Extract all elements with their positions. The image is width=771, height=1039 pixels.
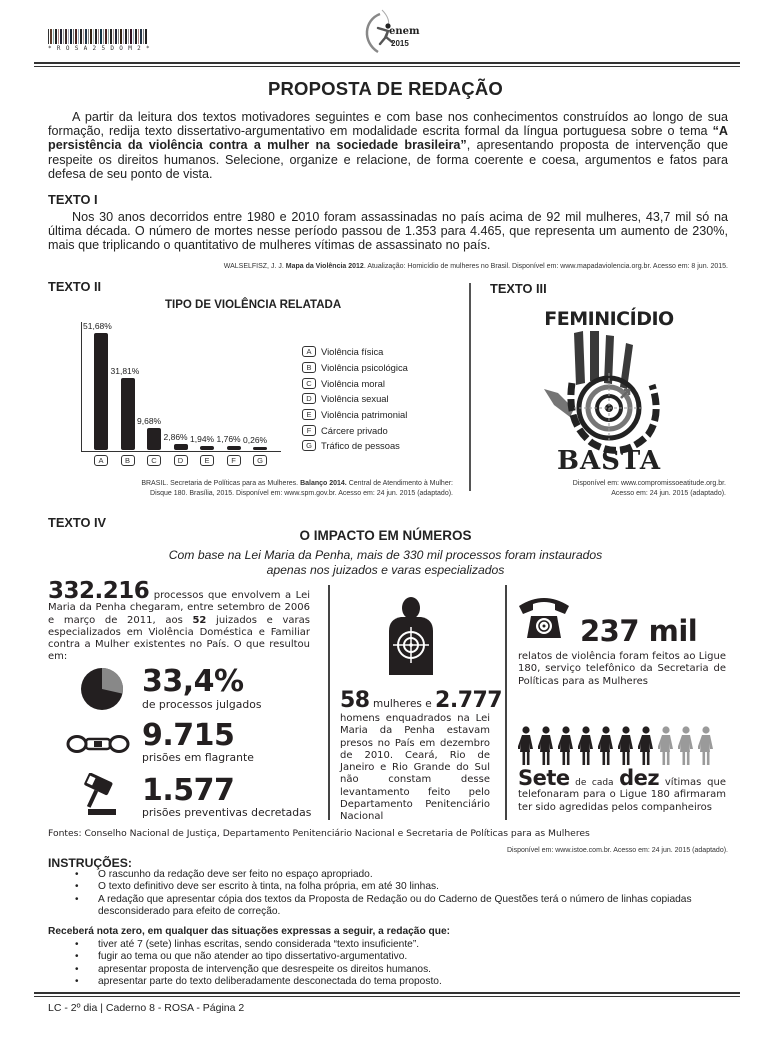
column-divider-2 [505, 585, 507, 820]
header-rule [34, 62, 740, 67]
footer-rule [34, 992, 740, 997]
category-label: C [147, 455, 161, 466]
instruction-item: • A redação que apresentar cópia dos textos da Proposta de Redação ou do Caderno de Questões terá o número de linhas copiadas desconsiderado para efeito de correção. [48, 894, 728, 919]
texto-iv-sources: Fontes: Conselho Nacional de Justiça, Departamento Penitenciário Nacional e Secretaria de Políticas para as Mulheres [48, 828, 590, 839]
texto-iii-citation: Disponível em: www.compromissoeatitude.org.br. Acesso em: 24 jun. 2015 (adaptado). [572, 480, 726, 497]
handcuffs-icon [66, 733, 130, 755]
chart-bar-e [200, 446, 214, 450]
legend-key: A [302, 346, 316, 357]
legend-key: C [302, 378, 316, 389]
infographic-title: O IMPACTO EM NÚMEROS [299, 528, 472, 543]
texto-i-body [48, 210, 728, 253]
page-title: PROPOSTA DE REDAÇÃO [267, 78, 504, 99]
category-label: A [94, 455, 108, 466]
intro-paragraph [48, 110, 728, 181]
woman-figure-icon [538, 726, 554, 766]
essay-theme: “A persistência da violência contra a mulher na sociedade brasileira” [48, 124, 728, 153]
bar-value-label: 31,81% [110, 365, 140, 376]
stat-preventive-value: 1.577 [142, 773, 235, 808]
legend-label: Violência patrimonial [321, 409, 408, 421]
woman-figure-icon [678, 726, 694, 766]
woman-figure-icon [518, 726, 534, 766]
legend-label: Violência moral [321, 377, 385, 389]
texto-ii-heading: TEXTO II [48, 279, 102, 294]
woman-figure-icon [598, 726, 614, 766]
instruction-item: • O texto definitivo deve ser escrito à tinta, na folha própria, em até 30 linhas. [48, 881, 728, 893]
intro-text: A partir da leitura dos textos motivadores seguintes e com base nos conhecimentos construídos ao longo de sua formação, redija texto dissertativo-argumentativo em modalidade escrita formal da língua portuguesa sobre o tema [48, 110, 728, 139]
gavel-icon [78, 773, 122, 817]
legend-key: E [302, 409, 316, 420]
stat-judged-value: 33,4% [142, 664, 244, 699]
stat-preventive-label: prisões preventivas decretadas [142, 806, 312, 819]
legend-item [302, 438, 408, 454]
chart-bar-f [227, 446, 241, 450]
page-footer: LC - 2º dia | Caderno 8 - ROSA - Página 2 [48, 1002, 245, 1014]
chart-legend [302, 344, 408, 454]
intro-text-end: , apresentando proposta de intervenção que respeite os direitos humanos. Selecione, organize e relacione, de forma coerente e coesa, argumentos e fatos para defesa de seu ponto de vista. [48, 138, 728, 181]
pie-chart-icon [80, 667, 124, 711]
legend-item [302, 422, 408, 438]
chart-bar-c [147, 428, 161, 450]
category-label: G [253, 455, 267, 466]
zero-grade-heading: Receberá nota zero, em qualquer das situações expressas a seguir, a redação que: [48, 926, 451, 937]
texto-i-citation: WALSELFISZ, J. J. Mapa da Violência 2012. Atualização: Homicídio de mulheres no Brasil. Disponível em: www.mapadaviolencia.org.br. Acesso em: 8 jun. 2015. [223, 263, 728, 270]
texto-i-heading: TEXTO I [48, 192, 98, 207]
zero-grade-item: • apresentar proposta de intervenção que desrespeite os direitos humanos. [48, 964, 728, 976]
legend-item [302, 391, 408, 407]
logo-year: 2015 [391, 39, 409, 48]
stat-flagrant-value: 9.715 [142, 718, 235, 753]
woman-figure-icon [658, 726, 674, 766]
stat-processes: 332.216 [48, 578, 150, 604]
column-divider-1 [328, 585, 330, 820]
zero-grade-item: • apresentar parte do texto deliberadamente desconectada do tema proposto. [48, 976, 728, 988]
texto-iv-citation: Disponível em: www.istoe.com.br. Acesso em: 24 jun. 2015 (adaptado). [506, 847, 728, 854]
instructions-heading: INSTRUÇÕES: [48, 856, 132, 870]
woman-figure-icon [618, 726, 634, 766]
target-silhouette-icon [385, 595, 437, 675]
chart-bar-b [121, 378, 135, 450]
zero-grade-item: • tiver até 7 (sete) linhas escritas, sendo considerada “texto insuficiente”. [48, 939, 728, 951]
chart-y-axis [81, 322, 82, 452]
logo-wordmark: enem [389, 26, 420, 37]
bar-value-label: 51,68% [83, 321, 112, 331]
category-label: D [174, 455, 188, 466]
texto-iv-heading: TEXTO IV [48, 515, 107, 530]
svg-text:FEMINICÍDIO: FEMINICÍDIO [544, 308, 674, 330]
legend-label: Violência sexual [321, 393, 389, 405]
woman-figure-icon [698, 726, 714, 766]
stat-women-prisoners: 58 [340, 688, 370, 713]
bar-value-label: 1,76% [216, 434, 241, 444]
stat-men-prisoners: 2.777 [435, 688, 503, 713]
category-label: E [200, 455, 214, 466]
woman-figure-icon [638, 726, 654, 766]
legend-item [302, 375, 408, 391]
legend-key: G [302, 440, 316, 451]
stat-reports-value: 237 mil [580, 614, 698, 648]
texto-iii-heading: TEXTO III [490, 281, 547, 296]
women-figures-icons [518, 726, 726, 766]
stat-judged-label: de processos julgados [142, 698, 262, 711]
legend-key: F [302, 425, 316, 436]
col3-seven-of-ten: Sete de cada dez vítimas que telefonaram para o Ligue 180 afirmaram ter sido agredidas pelos companheiros [518, 766, 727, 813]
svg-text:BASTA: BASTA [556, 446, 662, 475]
woman-figure-icon [558, 726, 574, 766]
bar-value-label: 2,86% [163, 431, 188, 442]
instructions-list [48, 869, 728, 918]
zero-grade-list [48, 939, 728, 988]
category-label: B [121, 455, 135, 466]
bar-value-label: 9,68% [137, 416, 162, 427]
bar-value-label: 0,26% [243, 435, 268, 445]
telephone-icon [515, 594, 573, 642]
legend-label: Violência psicológica [321, 362, 408, 374]
col3-text: relatos de violência foram feitos ao Ligue 180, serviço telefônico da Secretaria de Políticas para as Mulheres [518, 651, 726, 687]
barcode-text: *ROSA25DOM2* [48, 45, 155, 52]
legend-item [302, 360, 408, 376]
col1-intro: 332.216 processos que envolvem a Lei Maria da Penha chegaram, entre setembro de 2006 e março de 2011, aos 52 juizados e varas especializados em Violência Doméstica e Familiar contra a Mulher existentes no País. O que resultou em: [48, 578, 310, 663]
bar-value-label: 1,94% [190, 433, 215, 444]
col2-headline: 58 mulheres e 2.777 [340, 688, 503, 713]
legend-key: D [302, 393, 316, 404]
texto-i-text: Nos 30 anos decorridos entre 1980 e 2010 foram assassinadas no país acima de 92 mil mulheres, 43,7 mil só na última década. O número de mortes nesse período passou de 1.353 para 4.465, que representa um aumento de 230%, mais que triplicando o quantitativo de mulheres vítimas de assassinato no país. [48, 210, 728, 253]
woman-figure-icon [578, 726, 594, 766]
chart-x-axis [81, 451, 281, 452]
legend-item [302, 407, 408, 423]
feminicidio-poster-image [534, 303, 684, 475]
legend-label: Tráfico de pessoas [321, 440, 400, 452]
chart-title: TIPO DE VIOLÊNCIA RELATADA [165, 299, 342, 311]
legend-label: Violência física [321, 346, 384, 358]
zero-grade-item: • fugir ao tema ou que não atender ao tipo dissertativo-argumentativo. [48, 951, 728, 963]
infographic-subtitle: Com base na Lei Maria da Penha, mais de 330 mil processos foram instaurados apenas nos juizados e varas especializados [168, 548, 603, 577]
texto-ii-citation: BRASIL. Secretaria de Políticas para as Mulheres. Balanço 2014. Central de Atendimento à Mulher: Disque 180. Brasília, 2015. Disponível em: www.spm.gov.br. Acesso em: 24 jun. 2015 (adaptado). [141, 480, 453, 497]
chart-bar-g [253, 447, 267, 450]
chart-bar-d [174, 444, 188, 450]
legend-label: Cárcere privado [321, 424, 388, 436]
legend-key: B [302, 362, 316, 373]
chart-bar-a [94, 333, 108, 450]
texto-divider [469, 283, 471, 491]
category-label: F [227, 455, 241, 466]
instruction-item: • O rascunho da redação deve ser feito no espaço apropriado. [48, 869, 728, 881]
legend-item [302, 344, 408, 360]
col2-text: homens enquadrados na Lei Maria da Penha estavam presos no País em dezembro de 2010. Ceará, Rio de Janeiro e Rio Grande do Sul não constam desse levantamento feito pelo Departamento Penitenciário Nacional [340, 713, 490, 823]
barcode [48, 29, 170, 44]
stat-flagrant-label: prisões em flagrante [142, 751, 254, 764]
